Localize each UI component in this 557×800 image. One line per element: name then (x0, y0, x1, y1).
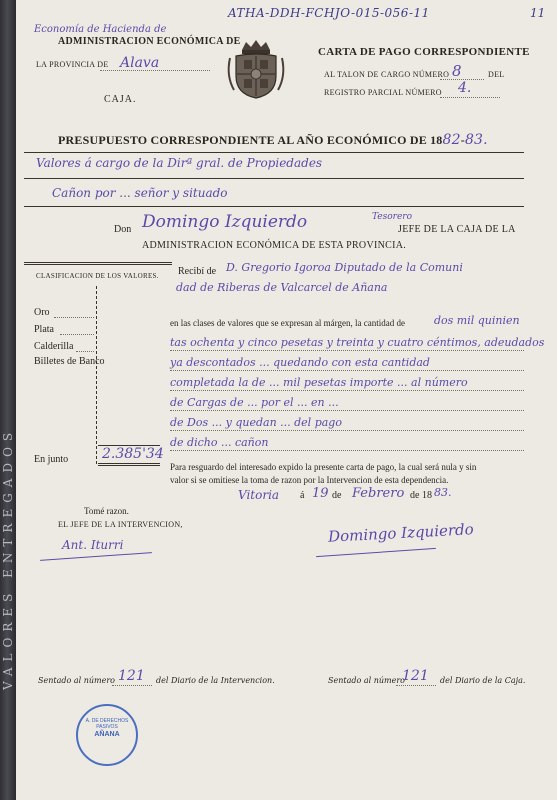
footer-right-suffix: del Diario de la Caja. (440, 676, 526, 685)
budget-prefix: PRESUPUESTO CORRESPONDIENTE AL AÑO ECONÓMICO DE 18 (58, 133, 443, 147)
class-top-rule (24, 262, 172, 265)
registro-rule (440, 97, 500, 98)
body-rule-6 (170, 450, 524, 451)
talon-suffix: DEL (488, 70, 505, 79)
footer-left-label: Sentado al número (38, 676, 115, 685)
concept-rule-1 (24, 178, 524, 179)
seal-ring-text: A. DE DERECHOS PASIVOS (85, 718, 129, 730)
body-rule-4 (170, 410, 524, 411)
recibi-line-2: dad de Riberas de Valcarcel de Añana (176, 281, 388, 294)
body-line-4: de Cargas de ... por el ... en ... (170, 396, 339, 409)
talon-label: AL TALON DE CARGO NÚMERO (324, 70, 450, 79)
admin-title: ADMINISTRACION ECONÓMICA DE (58, 36, 241, 47)
class-title: CLASIFICACION DE LOS VALORES. (36, 272, 159, 280)
body-line-2: ya descontados ... quedando con esta cantidad (170, 356, 430, 369)
stamp-line: Economía de Hacienda de (34, 24, 167, 35)
royal-crest-icon (222, 36, 290, 102)
page-number: 11 (530, 6, 546, 20)
don-name: Domingo Izquierdo (142, 212, 308, 232)
body-line-3: completada la de ... mil pesetas importe ... al número (170, 376, 468, 389)
body-line-5: de Dos ... y quedan ... del pago (170, 416, 342, 429)
class-row-calderilla: Calderilla (34, 341, 74, 352)
signature-interv: Ant. Iturri (62, 538, 124, 552)
class-row-billetes: Billetes de Banco (34, 356, 105, 367)
footer-right-label: Sentado al número (328, 676, 405, 685)
signature-caja: Domingo Izquierdo (327, 520, 475, 546)
recibi-line-1: D. Gregorio Igoroa Diputado de la Comuni (226, 261, 463, 274)
provincia-rule (100, 70, 210, 71)
don-title: Tesorero (372, 212, 413, 222)
date-de: de (332, 490, 342, 501)
clases-amount: dos mil quinien (434, 314, 520, 327)
footer-left-suffix: del Diario de la Intervencion. (156, 676, 275, 685)
class-rule-plata (60, 334, 94, 335)
official-seal (76, 704, 138, 766)
archive-ref: ATHA-DDH-FCHJO-015-056-11 (228, 6, 430, 20)
concept-rule-2 (24, 206, 524, 207)
concept-line-1: Valores á cargo de la Dirª gral. de Propiedades (36, 156, 323, 170)
date-place: Vitoria (238, 488, 280, 502)
budget-year-a: 82 (442, 132, 461, 148)
seal-center-text: AÑANA (94, 731, 120, 738)
body-line-1: tas ochenta y cinco pesetas y treinta y cuatro céntimos, adeudados (170, 336, 545, 349)
talon-value: 8 (452, 62, 462, 80)
resguardo-line-2: valor si se omitiese la toma de razon por la Intervencion de esta dependencia. (170, 475, 449, 485)
budget-year-b: 83. (464, 132, 488, 148)
admin-line: ADMINISTRACION ECONÓMICA DE ESTA PROVINCIA. (142, 240, 407, 251)
date-a: á (300, 490, 305, 501)
class-row-oro: Oro (34, 307, 50, 318)
class-total-value: 2.385'34 (102, 446, 164, 462)
receipt-title: CARTA DE PAGO CORRESPONDIENTE (318, 46, 530, 58)
don-label: Don (114, 224, 132, 235)
budget-dash: - (460, 133, 465, 147)
class-total-rule (98, 463, 160, 466)
date-day: 19 (312, 486, 329, 501)
body-line-6: de dicho ... cañon (170, 436, 269, 449)
class-divider (96, 286, 97, 464)
footer-left-number: 121 (118, 668, 145, 684)
date-de2: de 18 (410, 490, 432, 501)
resguardo-line-1: Para resguardo del interesado expido la presente carta de pago, la cual será nula y sin (170, 462, 477, 472)
footer-left-rule (112, 685, 152, 686)
registro-label: REGISTRO PARCIAL NÚMERO (324, 88, 442, 97)
provincia-value: Alava (120, 55, 160, 71)
strip-text: VALORES ENTREGADOS (1, 426, 15, 690)
recibi-label: Recibí de (178, 266, 217, 277)
signature-caja-flourish (316, 548, 436, 557)
concept-line-2: Cañon por ... señor y situado (52, 186, 228, 200)
class-row-plata: Plata (34, 324, 54, 335)
toma-razon: Tomé razon. (84, 506, 129, 516)
jefe-label: JEFE DE LA CAJA DE LA (398, 224, 516, 235)
body-rule-1 (170, 350, 524, 351)
footer-right-number: 121 (402, 668, 429, 684)
jefe-intervencion: EL JEFE DE LA INTERVENCION, (58, 520, 183, 529)
clases-text: en las clases de valores que se expresan al márgen, la cantidad de (170, 318, 405, 328)
date-month: Febrero (352, 486, 405, 501)
footer-right-rule (396, 685, 436, 686)
caja-label: CAJA. (104, 94, 137, 105)
class-rule-oro (54, 317, 94, 318)
body-rule-3 (170, 390, 524, 391)
registro-value: 4. (458, 80, 472, 96)
budget-title (58, 132, 488, 148)
signature-interv-flourish (40, 552, 152, 561)
class-total-label: En junto (34, 454, 69, 465)
body-rule-5 (170, 430, 524, 431)
class-rule-calderilla (76, 351, 94, 352)
body-rule-2 (170, 370, 524, 371)
title-rule (24, 152, 524, 153)
provincia-label: LA PROVINCIA DE (36, 60, 109, 69)
perforated-strip (0, 0, 16, 800)
date-year: 83. (434, 486, 452, 499)
